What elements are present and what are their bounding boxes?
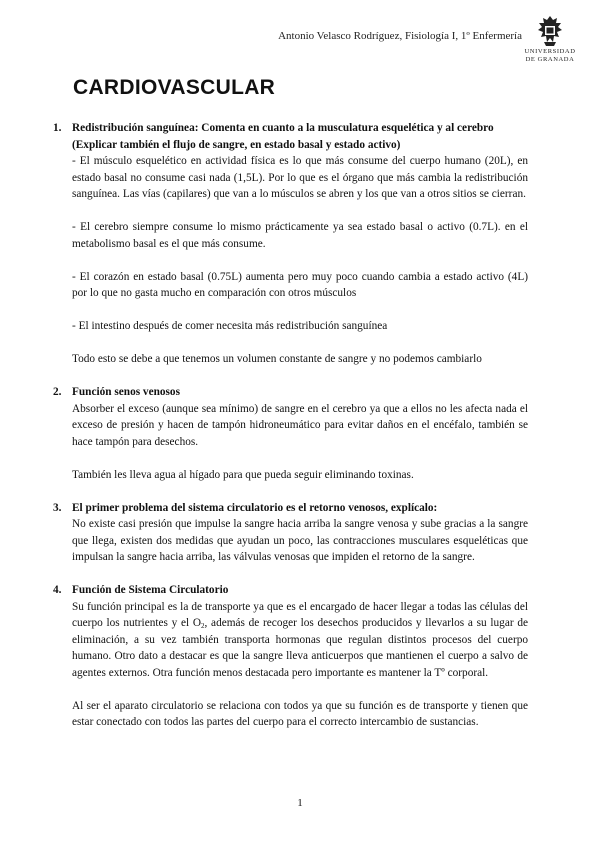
logo-text-line1: UNIVERSIDAD (524, 48, 576, 55)
crest-icon (535, 14, 565, 48)
section-paragraph (72, 599, 528, 682)
section-3 (50, 500, 528, 566)
paragraph-text: , además de recoger los desechos producidos y llevarlos a su lugar de eliminación, a su vez también transporta hormonas que regulan distintos procesos del cuerpo humano. Otro dato a destacar es que la sangre lleva anticuerpos que mantienen el cuerpo a salvo de agentes externos. Otra función menos destacada pero importante es mantener la Tº corporal. (72, 617, 528, 679)
university-logo (518, 14, 582, 64)
logo-text-line2: DE GRANADA (525, 56, 575, 63)
bullet-item: - El músculo esquelético en actividad física es lo que más consume del cuerpo humano (20L), en estado basal no consume casi nada (1,5L). Por lo que es el órgano que más cambia la redistribución sanguínea. Las vías (capilares) que van a lo músculos se abren y los que van a otros sitios se cierran. (72, 155, 528, 200)
section-paragraph: También les lleva agua al hígado para que pueda seguir eliminando toxinas. (72, 468, 414, 481)
section-4 (50, 582, 528, 731)
section-heading: Redistribución sanguínea: Comenta en cuanto a la musculatura esquelética y al cerebro (Explicar también el flujo de sangre, en estado basal y estado activo) (72, 122, 494, 151)
section-paragraph: No existe casi presión que impulse la sangre hacia arriba la sangre venosa y sube gracias a la sangre que llega, existen dos medidas que ayudan un poco, las contracciones musculares esqueléticas que impulsan la sangre hacia arriba, las válvulas venosas que impiden el retorno de la sangre. (72, 518, 528, 563)
bullet-item: - El corazón en estado basal (0.75L) aumenta pero muy poco cuando cambia a estado activo (4L) por lo que no gasta mucho en comparación con otros músculos (72, 270, 528, 299)
bullet-item: - El intestino después de comer necesita más redistribución sanguínea (72, 320, 388, 332)
page-number: 1 (297, 797, 303, 809)
section-heading: Función de Sistema Circulatorio (72, 584, 229, 596)
section-number: 3. (53, 501, 62, 514)
page-header: Antonio Velasco Rodríguez, Fisiología I, 1º Enfermería (278, 30, 522, 42)
section-heading: El primer problema del sistema circulatorio es el retorno venosos, explícalo: (72, 501, 438, 514)
section-2 (50, 384, 528, 483)
section-paragraph: Absorber el exceso (aunque sea mínimo) de sangre en el cerebro ya que a ellos no les afecta nada el exceso de presión y hacen de tampón hidroneumático para evitar daños en el encéfalo, también se hace tampón para desechos. (72, 402, 528, 448)
section-number: 1. (53, 122, 62, 134)
document-body (50, 120, 528, 731)
section-closing: Todo esto se debe a que tenemos un volumen constante de sangre y no podemos cambiarlo (72, 353, 482, 365)
section-heading: Función senos venosos (72, 386, 180, 398)
subscript: 2 (201, 622, 205, 630)
section-number: 2. (53, 386, 62, 398)
section-number: 4. (53, 584, 62, 596)
page-title: CARDIOVASCULAR (73, 76, 276, 99)
section-paragraph: Al ser el aparato circulatorio se relaciona con todos ya que su función es de transporte y tienen que estar conectado con todos las partes del cuerpo para el correcto intercambio de sustancias. (72, 699, 528, 728)
bullet-item: - El cerebro siempre consume lo mismo prácticamente ya sea estado basal o activo (0.7L). en el metabolismo basal es el que más consume. (72, 221, 528, 250)
paragraph-text: Su función principal es la de transporte ya que es el encargado de hacer llegar a todas las células del cuerpo los nutrientes y el O (72, 600, 528, 629)
section-1 (50, 120, 528, 368)
